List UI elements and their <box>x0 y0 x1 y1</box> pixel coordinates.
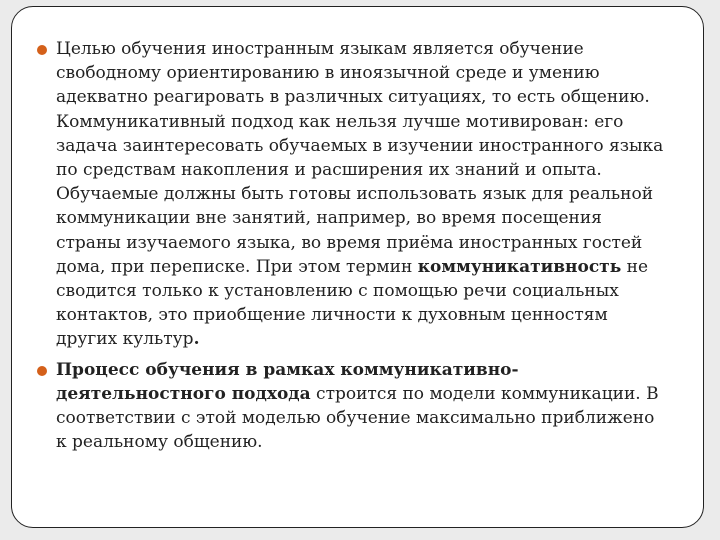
bullet-dot-icon <box>37 45 47 55</box>
bullet-dot-icon <box>37 366 47 376</box>
bullet-1-final-period: . <box>193 329 200 350</box>
slide-content <box>56 37 666 454</box>
term-kommunikativnost: коммуникативность <box>417 256 622 277</box>
bullet-item-1 <box>56 37 666 352</box>
bullet-text-2 <box>56 358 666 455</box>
bullet-1-segment-3: не сводится только к установлению с помощью речи социальных контактов, это приобщение личности к духовным ценностям других культур <box>56 256 649 350</box>
bullet-text-1 <box>56 37 666 352</box>
bullet-item-2 <box>56 358 666 455</box>
bullet-2-segment-2: строится по модели коммуникации. В соответствии с этой моделью обучение максимально приближено к реальному общению. <box>56 383 659 453</box>
bullet-2-bold-heading: Процесс обучения в рамках коммуникативно-деятельностного подхода <box>56 359 519 404</box>
bullet-1-segment-1: Целью обучения иностранным языкам является обучение свободному ориентированию в иноязычной среде и умению адекватно реагировать в различных ситуациях, то есть общению. Коммуникативный подход как нельзя лучше мотивирован: его задача заинтересовать обучаемых в изучении иностранного языка по средствам накопления и расширения их знаний и опыта. Обучаемые должны быть готовы использовать язык для реальной коммуникации вне занятий, например, во время посещения страны изучаемого языка, во время приёма иностранных гостей дома, при переписке. При этом термин <box>56 39 664 277</box>
